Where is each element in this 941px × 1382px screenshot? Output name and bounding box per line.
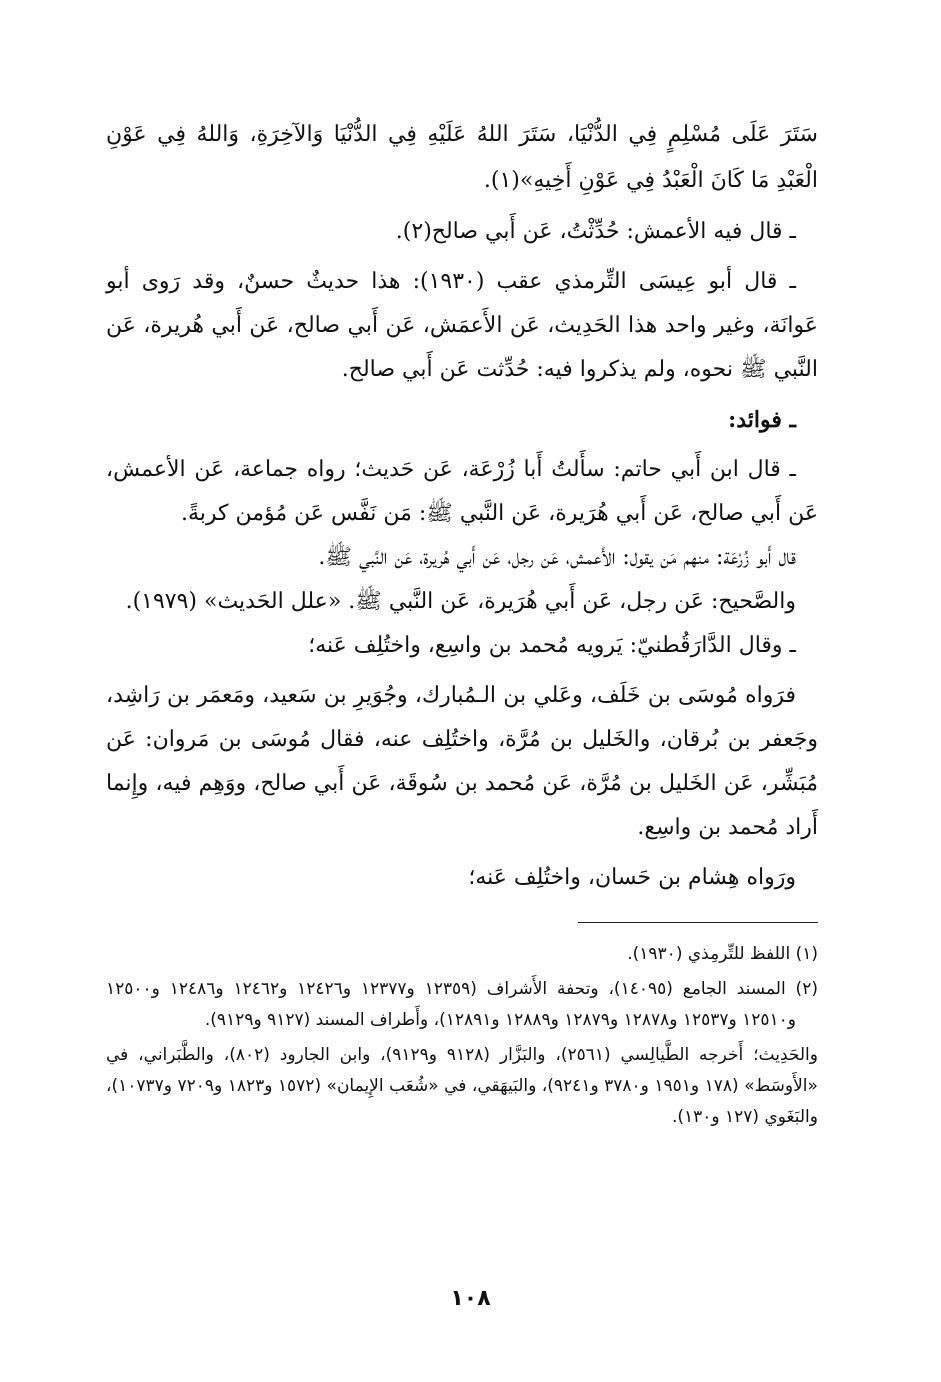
footnote-2-continuation: والحَدِيث؛ أَخرجه الطَّيالِسي (٢٥٦١)، والبَزَّار (٩١٢٨ و٩١٢٩)، وابن الجارود (٨٠٢)، والطَّبَراني، في «الأَوسَط» (١٧٨ و١٩٥١ و٣٧٨٠ و٩٢٤١)، والبَيهَقي، في «شُعَب الإِيمان» (١٥٧٢ و١٨٢٣ و٧٢٠٩ و١٠٧٣٧)، والبَغَوي (١٢٧ و١٣٠).: [106, 1045, 818, 1127]
paragraph-hisham: ورَواه هِشام بن حَسان، واختُلِف عَنه؛: [468, 865, 796, 890]
paragraph-daraqutni: ـ وقال الدَّارَقُطنيّ: يَرويه مُحمد بن واسِع، واختُلِف عَنه؛: [308, 633, 796, 658]
paragraph-sahih: والصَّحيح: عَن رجل، عَن أَبي هُرَيرة، عَن النَّبي ﷺ. «علل الحَديث» (١٩٧٩).: [125, 589, 796, 614]
paragraph-abu-zura: قال أَبو زُرْعَة: منهم مَن يقول: الأَعمش، عَن رجل، عَن أَبي هُريرة، عَن النَّبي ﷺ.: [318, 545, 796, 570]
page-number: ١٠٨: [450, 1286, 491, 1311]
main-text: [106, 112, 818, 900]
footnote-2: (٢) المسند الجامع (١٤٠٩٥)، وتحفة الأَشراف (١٢٣٥٩ و١٢٣٧٧ و١٢٤٢٦ و١٢٤٦٢ و١٢٤٨٦ و١٢٥٠٠ و١٢٥١٠ و١٢٥٣٧ و١٢٨٧٨ و١٢٨٧٩ و١٢٨٨٩ و١٢٨٩١)، وأَطراف المسند (٩١٢٧ و٩١٢٩).: [106, 979, 818, 1030]
paragraph-amash: ـ قال فيه الأعمش: حُدِّثْتُ، عَن أَبي صالح(٢).: [395, 219, 796, 244]
section-heading-fawaid: ـ فوائد:: [728, 407, 796, 433]
paragraph-tirmidhi: ـ قال أبو عِيسَى التِّرمذي عقب (١٩٣٠): هذا حديثٌ حسنٌ، وقد رَوى أبو عَوانَة، وغير واحد هذا الحَدِيث، عَن الأَعمَش، عَن أَبي صالح، عَن أَبي هُريرة، عَن النَّبي ﷺ نحوه، ولم يذكروا فيه: حُدِّثت عَن أَبي صالح.: [106, 269, 818, 382]
paragraph-riwaya: فرَواه مُوسَى بن خَلَف، وعَلي بن الـمُبارك، وجُوَيرِ بن سَعيد، ومَعمَر بن رَاشِد، وجَعفر بن بُرقان، والخَليل بن مُرَّة، واختُلِف عنه، فقال مُوسَى بن مَروان: عَن مُبَشِّر، عَن الخَليل بن مُرَّة، عَن مُحمد بن سُوقَة، عَن أَبي صالح، ووَهِم فيه، وإِنما أَراد مُحمد بن واسِع.: [106, 683, 818, 840]
paragraph-hadith-end: سَتَرَ عَلَى مُسْلِمٍ فِي الدُّنْيَا، سَتَرَ اللهُ عَلَيْهِ فِي الدُّنْيَا وَالآخِرَةِ، وَاللهُ فِي عَوْنِ الْعَبْدِ مَا كَانَ الْعَبْدُ فِي عَوْنِ أَخِيهِ»(١).: [106, 122, 818, 193]
paragraph-ibn-abi-hatim: ـ قال ابن أَبي حاتم: سأَلتُ أَبا زُرْعَة، عَن حَديث؛ رواه جماعة، عَن الأعمش، عَن أَبي صالح، عَن أَبي هُرَيرة، عَن النَّبي ﷺ: مَن نَفَّس عَن مُؤمن كربةً.: [106, 457, 818, 526]
footnote-separator: [578, 922, 818, 923]
footnote-1: (١) اللفظ للتِّرمِذي (١٩٣٠).: [627, 944, 818, 964]
page: [106, 112, 818, 1133]
footnotes: [106, 939, 818, 1133]
